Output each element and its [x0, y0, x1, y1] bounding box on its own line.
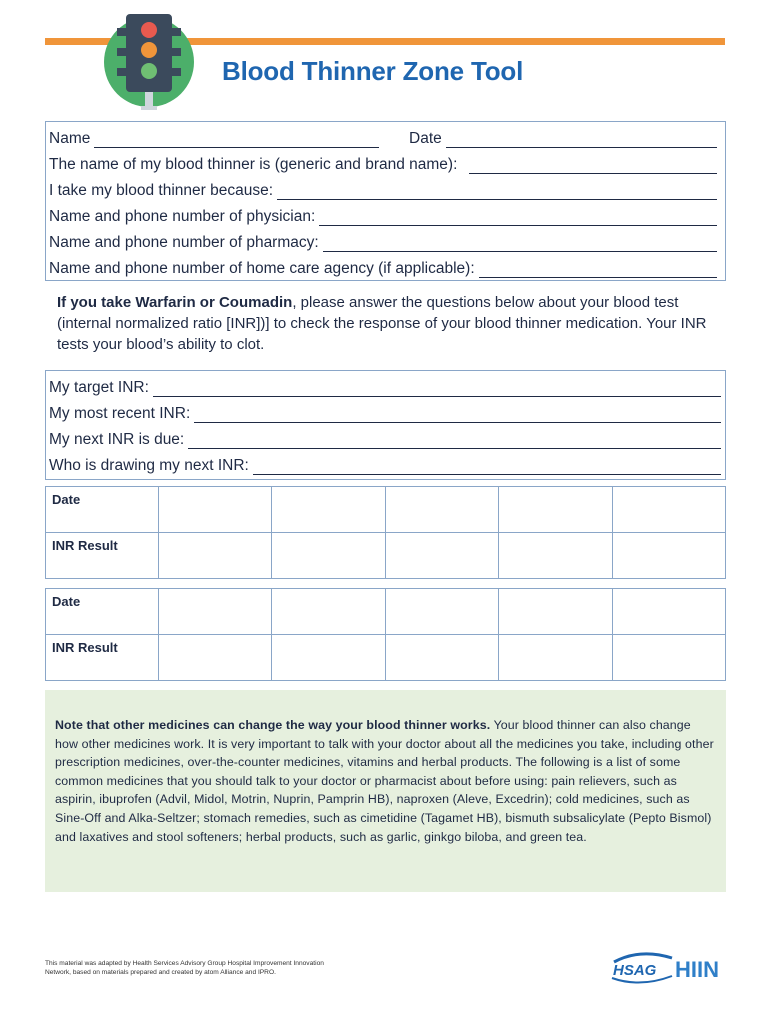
pharmacy-field[interactable] [323, 235, 717, 252]
pharmacy-row [49, 228, 717, 252]
physician-field[interactable] [319, 209, 717, 226]
note-rest: Your blood thinner can also change how other medicines work. It is very important to talk with your doctor about all the medicines you take, including other prescription medicines, over-the-counter medicines, vitamins and herbal products. The following is a list of some common medicines that you should talk to your doctor or pharmacist about before using: pain relievers, such as aspirin, ibuprofen (Advil, Midol, Motrin, Nuprin, Pamprin HB), naproxen (Aleve, Excedrin); cold medicines, such as Sine-Off and Alka-Seltzer; stomach remedies, such as cimetidine (Tagamet HB), bismuth subsalicylate (Pepto Bismol) and laxatives and stool softeners; herbal products, such as garlic, ginkgo biloba, and green tea. [55, 718, 714, 844]
table-row [46, 533, 726, 579]
inr-drawer-label: Who is drawing my next INR: [49, 457, 249, 474]
intro-bold: If you take Warfarin or Coumadin [57, 294, 293, 311]
inr-intro-text [57, 292, 717, 355]
inr-result-cell[interactable] [272, 533, 385, 579]
inr-result-cell[interactable] [499, 635, 612, 681]
note-bold: Note that other medicines can change the way your blood thinner works. [55, 718, 491, 732]
inr-log-table-2 [45, 588, 726, 681]
inr-info-box [45, 370, 726, 480]
inr-result-cell[interactable] [499, 533, 612, 579]
home-care-row [49, 254, 717, 278]
next-inr-field[interactable] [188, 432, 721, 449]
inr-result-cell[interactable] [159, 635, 272, 681]
inr-result-cell[interactable] [612, 533, 725, 579]
name-field[interactable] [94, 131, 379, 148]
pharmacy-label: Name and phone number of pharmacy: [49, 234, 319, 251]
date-cell[interactable] [499, 589, 612, 635]
physician-label: Name and phone number of physician: [49, 208, 316, 225]
inr-result-cell[interactable] [385, 635, 498, 681]
name-label: Name [49, 130, 91, 147]
blood-thinner-label: The name of my blood thinner is (generic and brand name): [49, 156, 458, 173]
date-cell[interactable] [385, 487, 498, 533]
date-cell[interactable] [499, 487, 612, 533]
inr-log-table-1 [45, 486, 726, 579]
inr-result-cell[interactable] [612, 635, 725, 681]
page-title: Blood Thinner Zone Tool [222, 56, 524, 86]
date-cell[interactable] [159, 589, 272, 635]
hsag-logo-text: HSAG [613, 962, 657, 979]
date-cell[interactable] [272, 487, 385, 533]
row-label: INR Result [46, 635, 159, 681]
next-inr-label: My next INR is due: [49, 431, 185, 448]
inr-result-cell[interactable] [159, 533, 272, 579]
table-row [46, 589, 726, 635]
blood-thinner-field[interactable] [469, 157, 717, 174]
recent-inr-label: My most recent INR: [49, 405, 191, 422]
inr-drawer-field[interactable] [253, 458, 721, 475]
footer-attribution: This material was adapted by Health Services Advisory Group Hospital Improvement Innovation Network, based on materials prepared and created by atom Alliance and IPRO. [45, 960, 324, 976]
date-field[interactable] [446, 131, 717, 148]
recent-inr-row [49, 399, 721, 423]
target-inr-label: My target INR: [49, 379, 149, 396]
inr-drawer-row [49, 451, 721, 475]
name-date-row [49, 124, 717, 148]
reason-field[interactable] [277, 183, 717, 200]
row-label: Date [46, 487, 159, 533]
date-cell[interactable] [612, 589, 725, 635]
date-cell[interactable] [272, 589, 385, 635]
blood-thinner-row [49, 150, 717, 174]
intro-rest: , please answer the questions below about your blood test (internal normalized ratio [INR])] to check the response of your blood thinner medication. Your INR tests your blood’s ability to clot. [57, 294, 707, 353]
table-row [46, 487, 726, 533]
medicine-note-box [45, 690, 726, 892]
row-label: Date [46, 589, 159, 635]
home-care-field[interactable] [479, 261, 717, 278]
next-inr-row [49, 425, 721, 449]
hsag-hiin-logo [610, 950, 722, 986]
date-label: Date [409, 130, 442, 147]
physician-row [49, 202, 717, 226]
inr-result-cell[interactable] [272, 635, 385, 681]
date-cell[interactable] [159, 487, 272, 533]
inr-result-cell[interactable] [385, 533, 498, 579]
target-inr-row [49, 373, 721, 397]
reason-label: I take my blood thinner because: [49, 182, 274, 199]
reason-row [49, 176, 717, 200]
home-care-label: Name and phone number of home care agency (if applicable): [49, 260, 475, 277]
row-label: INR Result [46, 533, 159, 579]
personal-info-box [45, 121, 726, 281]
table-row [46, 635, 726, 681]
date-cell[interactable] [612, 487, 725, 533]
traffic-light-icon [103, 12, 195, 112]
hiin-logo-text: HIIN [675, 957, 719, 982]
target-inr-field[interactable] [153, 380, 721, 397]
recent-inr-field[interactable] [194, 406, 721, 423]
date-cell[interactable] [385, 589, 498, 635]
